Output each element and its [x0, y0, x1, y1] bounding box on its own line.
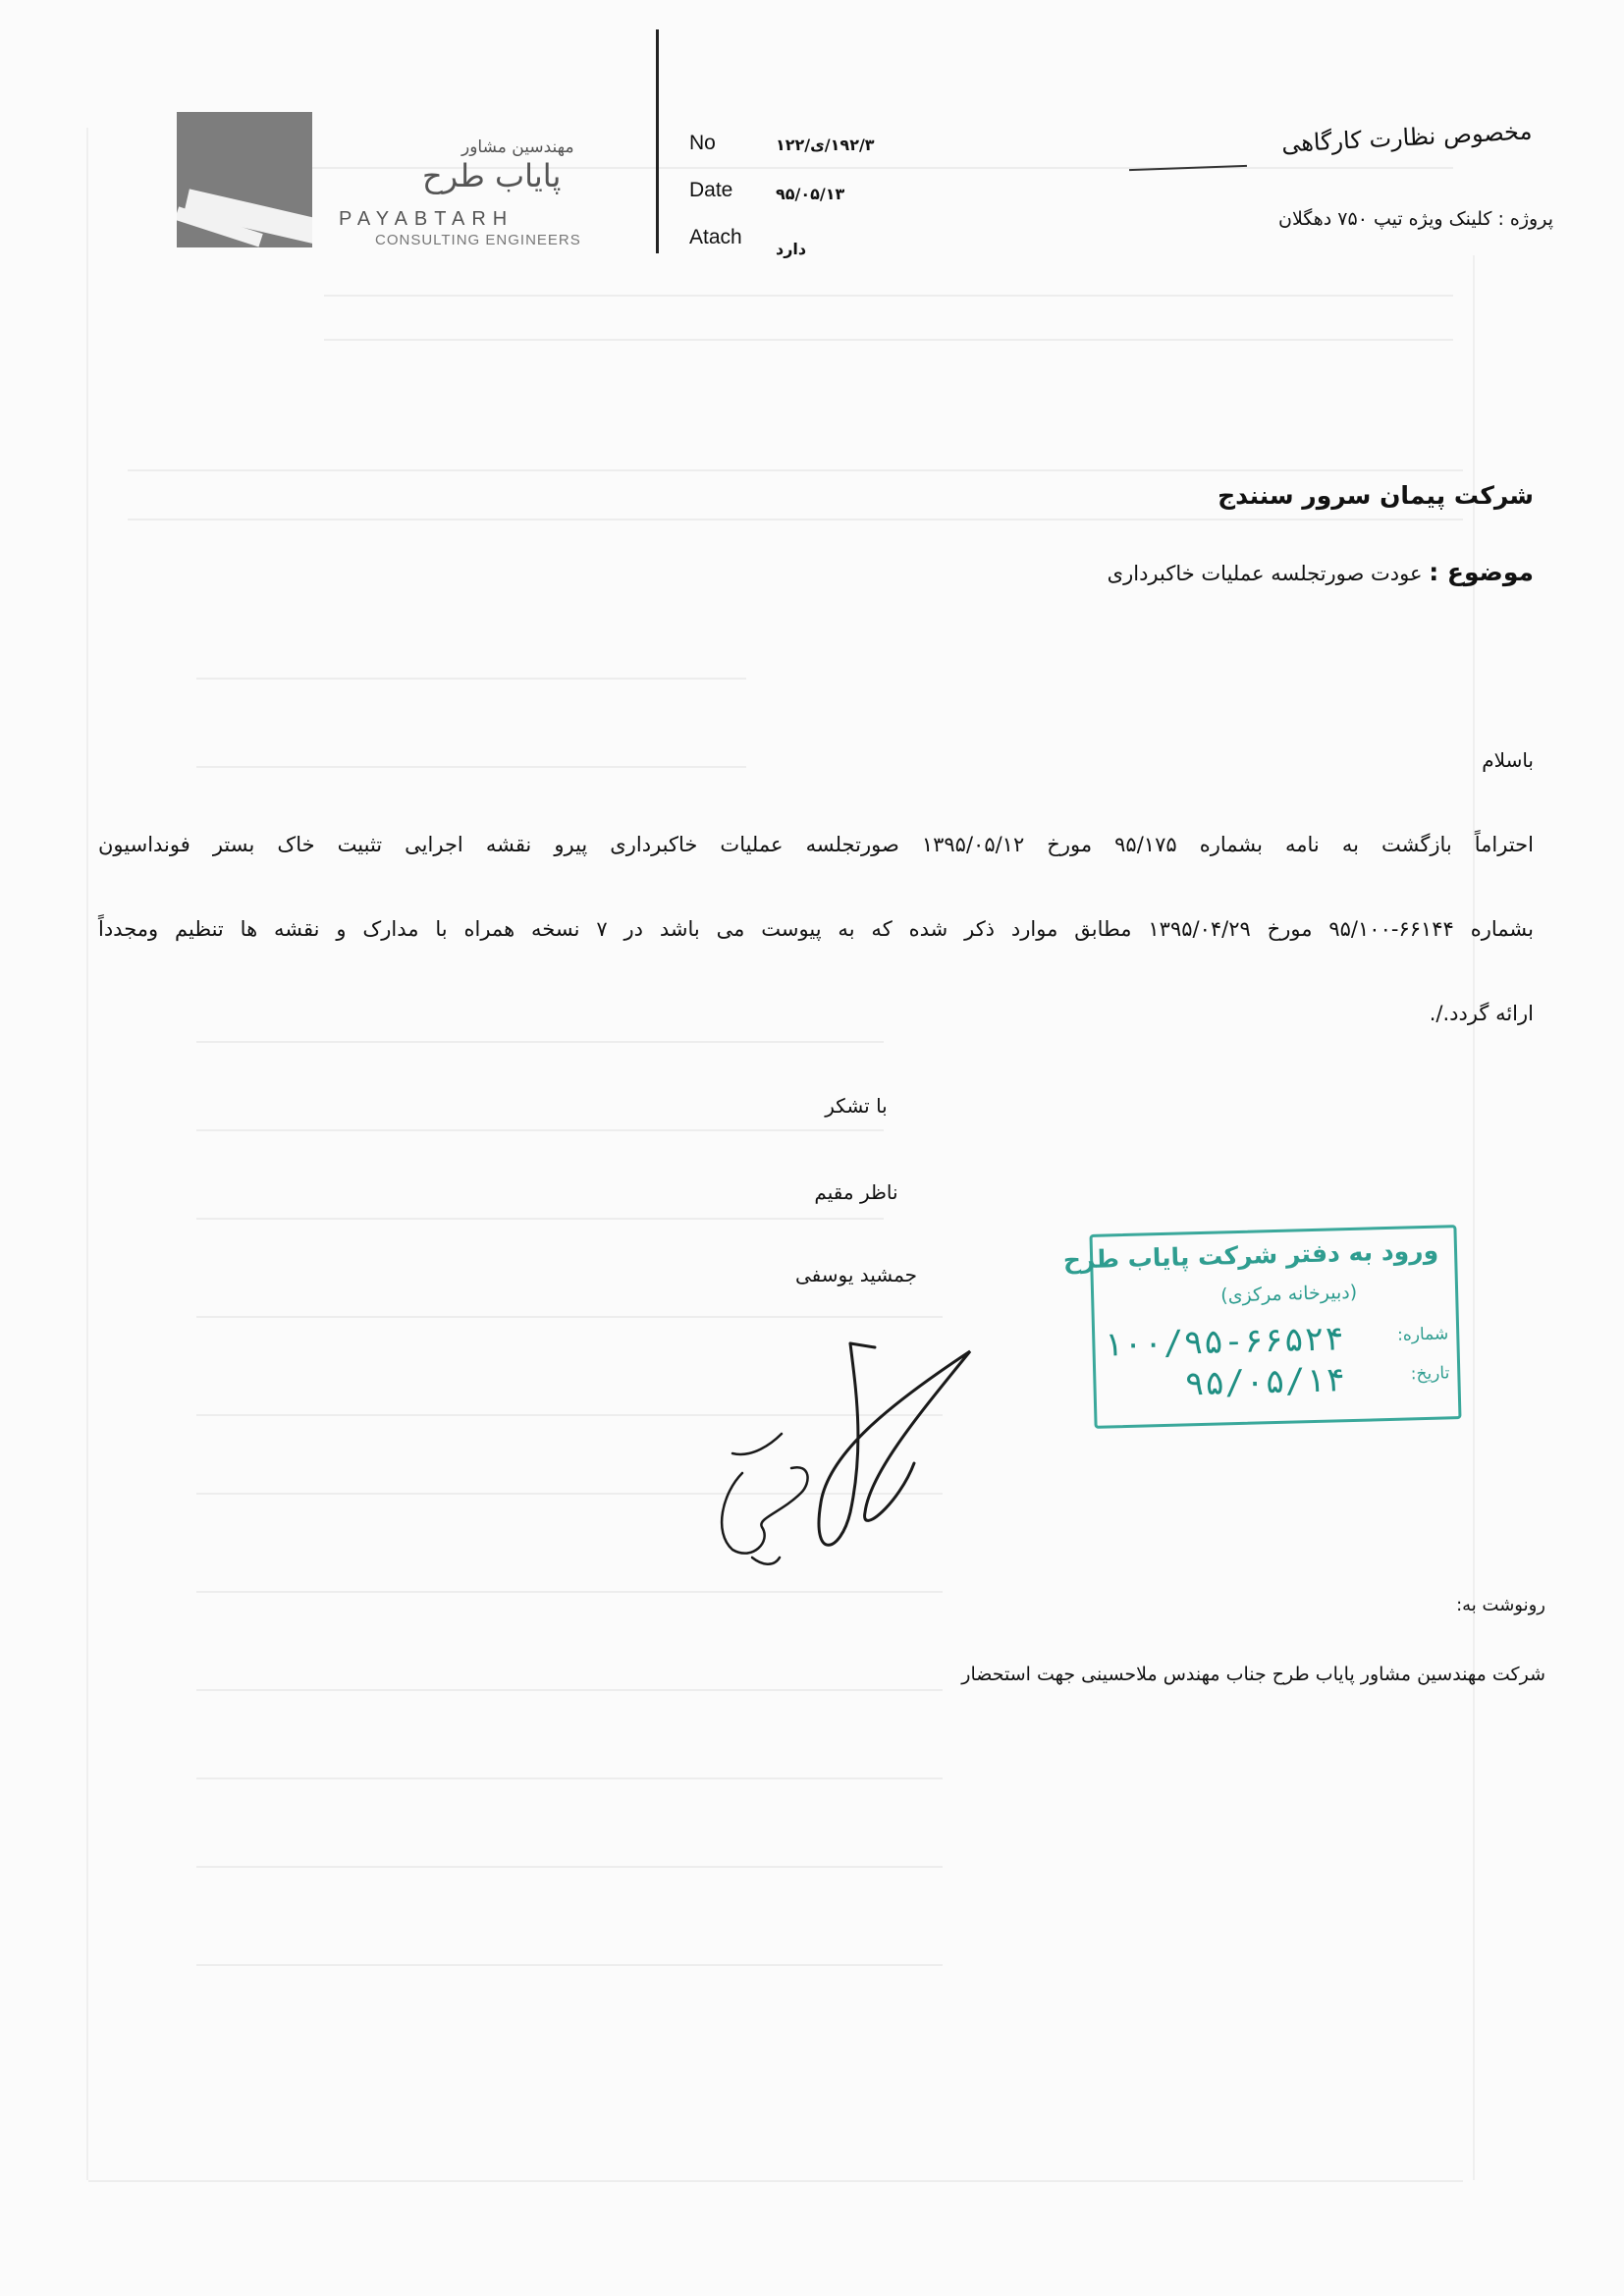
payabtarh-logo-mark	[177, 112, 312, 247]
subject-label: موضوع :	[1429, 558, 1534, 586]
subject-text: عودت صورتجلسه عملیات خاکبرداری	[1107, 562, 1423, 585]
logo-english-name: PAYABTARH	[339, 208, 514, 230]
subject-line	[1108, 558, 1534, 586]
handwritten-signature	[664, 1326, 988, 1581]
logo-english-subtitle: CONSULTING ENGINEERS	[375, 232, 581, 248]
cc-label: رونوشت به:	[1456, 1595, 1545, 1615]
receipt-stamp	[1062, 1225, 1461, 1429]
paragraph-line-1: احتراماً بازگشت به نامه بشماره ۹۵/۱۷۵ مورخ ۱۳۹۵/۰۵/۱۲ صورتجلسه عملیات خاکبرداری پیرو نقشه اجرایی تثبیت خاک بستر فونداسیون	[98, 833, 1535, 856]
logo-persian-name: پایاب طرح	[422, 157, 562, 194]
stamp-date-label: تاریخ:	[1410, 1363, 1450, 1385]
cc-recipient: شرکت مهندسین مشاور پایاب طرح جناب مهندس ملاحسینی جهت استحضار	[961, 1664, 1545, 1685]
no-label: No	[689, 132, 716, 154]
stamp-number-label: شماره:	[1396, 1324, 1449, 1345]
stamp-subtitle: (دبیرخانه مرکزی)	[1219, 1281, 1358, 1307]
project-line: پروژه : کلینک ویژه تیپ ۷۵۰ دهگلان	[1277, 208, 1553, 230]
attach-value: دارد	[776, 240, 807, 258]
stamp-number-value: ۱۰۰/۹۵-۶۶۵۲۴	[1102, 1319, 1345, 1365]
stamp-title: ورود به دفتر شرکت پایاب طرح	[1062, 1235, 1439, 1275]
date-label: Date	[689, 179, 733, 201]
signer-title: ناظر مقیم	[814, 1180, 898, 1204]
signer-name: جمشید یوسفی	[794, 1263, 918, 1286]
greeting: باسلام	[1482, 748, 1534, 772]
header-divider	[656, 29, 659, 253]
logo-persian-subtitle: مهندسین مشاور	[461, 137, 574, 157]
paragraph-line-3: ارائه گردد./.	[1429, 1002, 1534, 1025]
paragraph-line-2: بشماره ۶۶۱۴۴-۹۵/۱۰۰ مورخ ۱۳۹۵/۰۴/۲۹ مطابق موارد ذکر شده که به پیوست می باشد در ۷ نسخه همراه با مدارک و نقشه ها تنظیم ومجدداً	[98, 917, 1534, 941]
closing: با تشکر	[825, 1094, 888, 1118]
handwritten-title: مخصوص نظارت کارگاهی	[1280, 117, 1533, 158]
stamp-date-value: ۹۵/۰۵/۱۴	[1183, 1360, 1346, 1404]
no-value: ۱۹۲/۳/ی/۱۲۲	[776, 136, 875, 154]
attach-label: Atach	[689, 226, 742, 248]
date-value: ۹۵/۰۵/۱۳	[776, 185, 845, 203]
recipient: شرکت پیمان سرور سنندج	[1218, 481, 1534, 510]
